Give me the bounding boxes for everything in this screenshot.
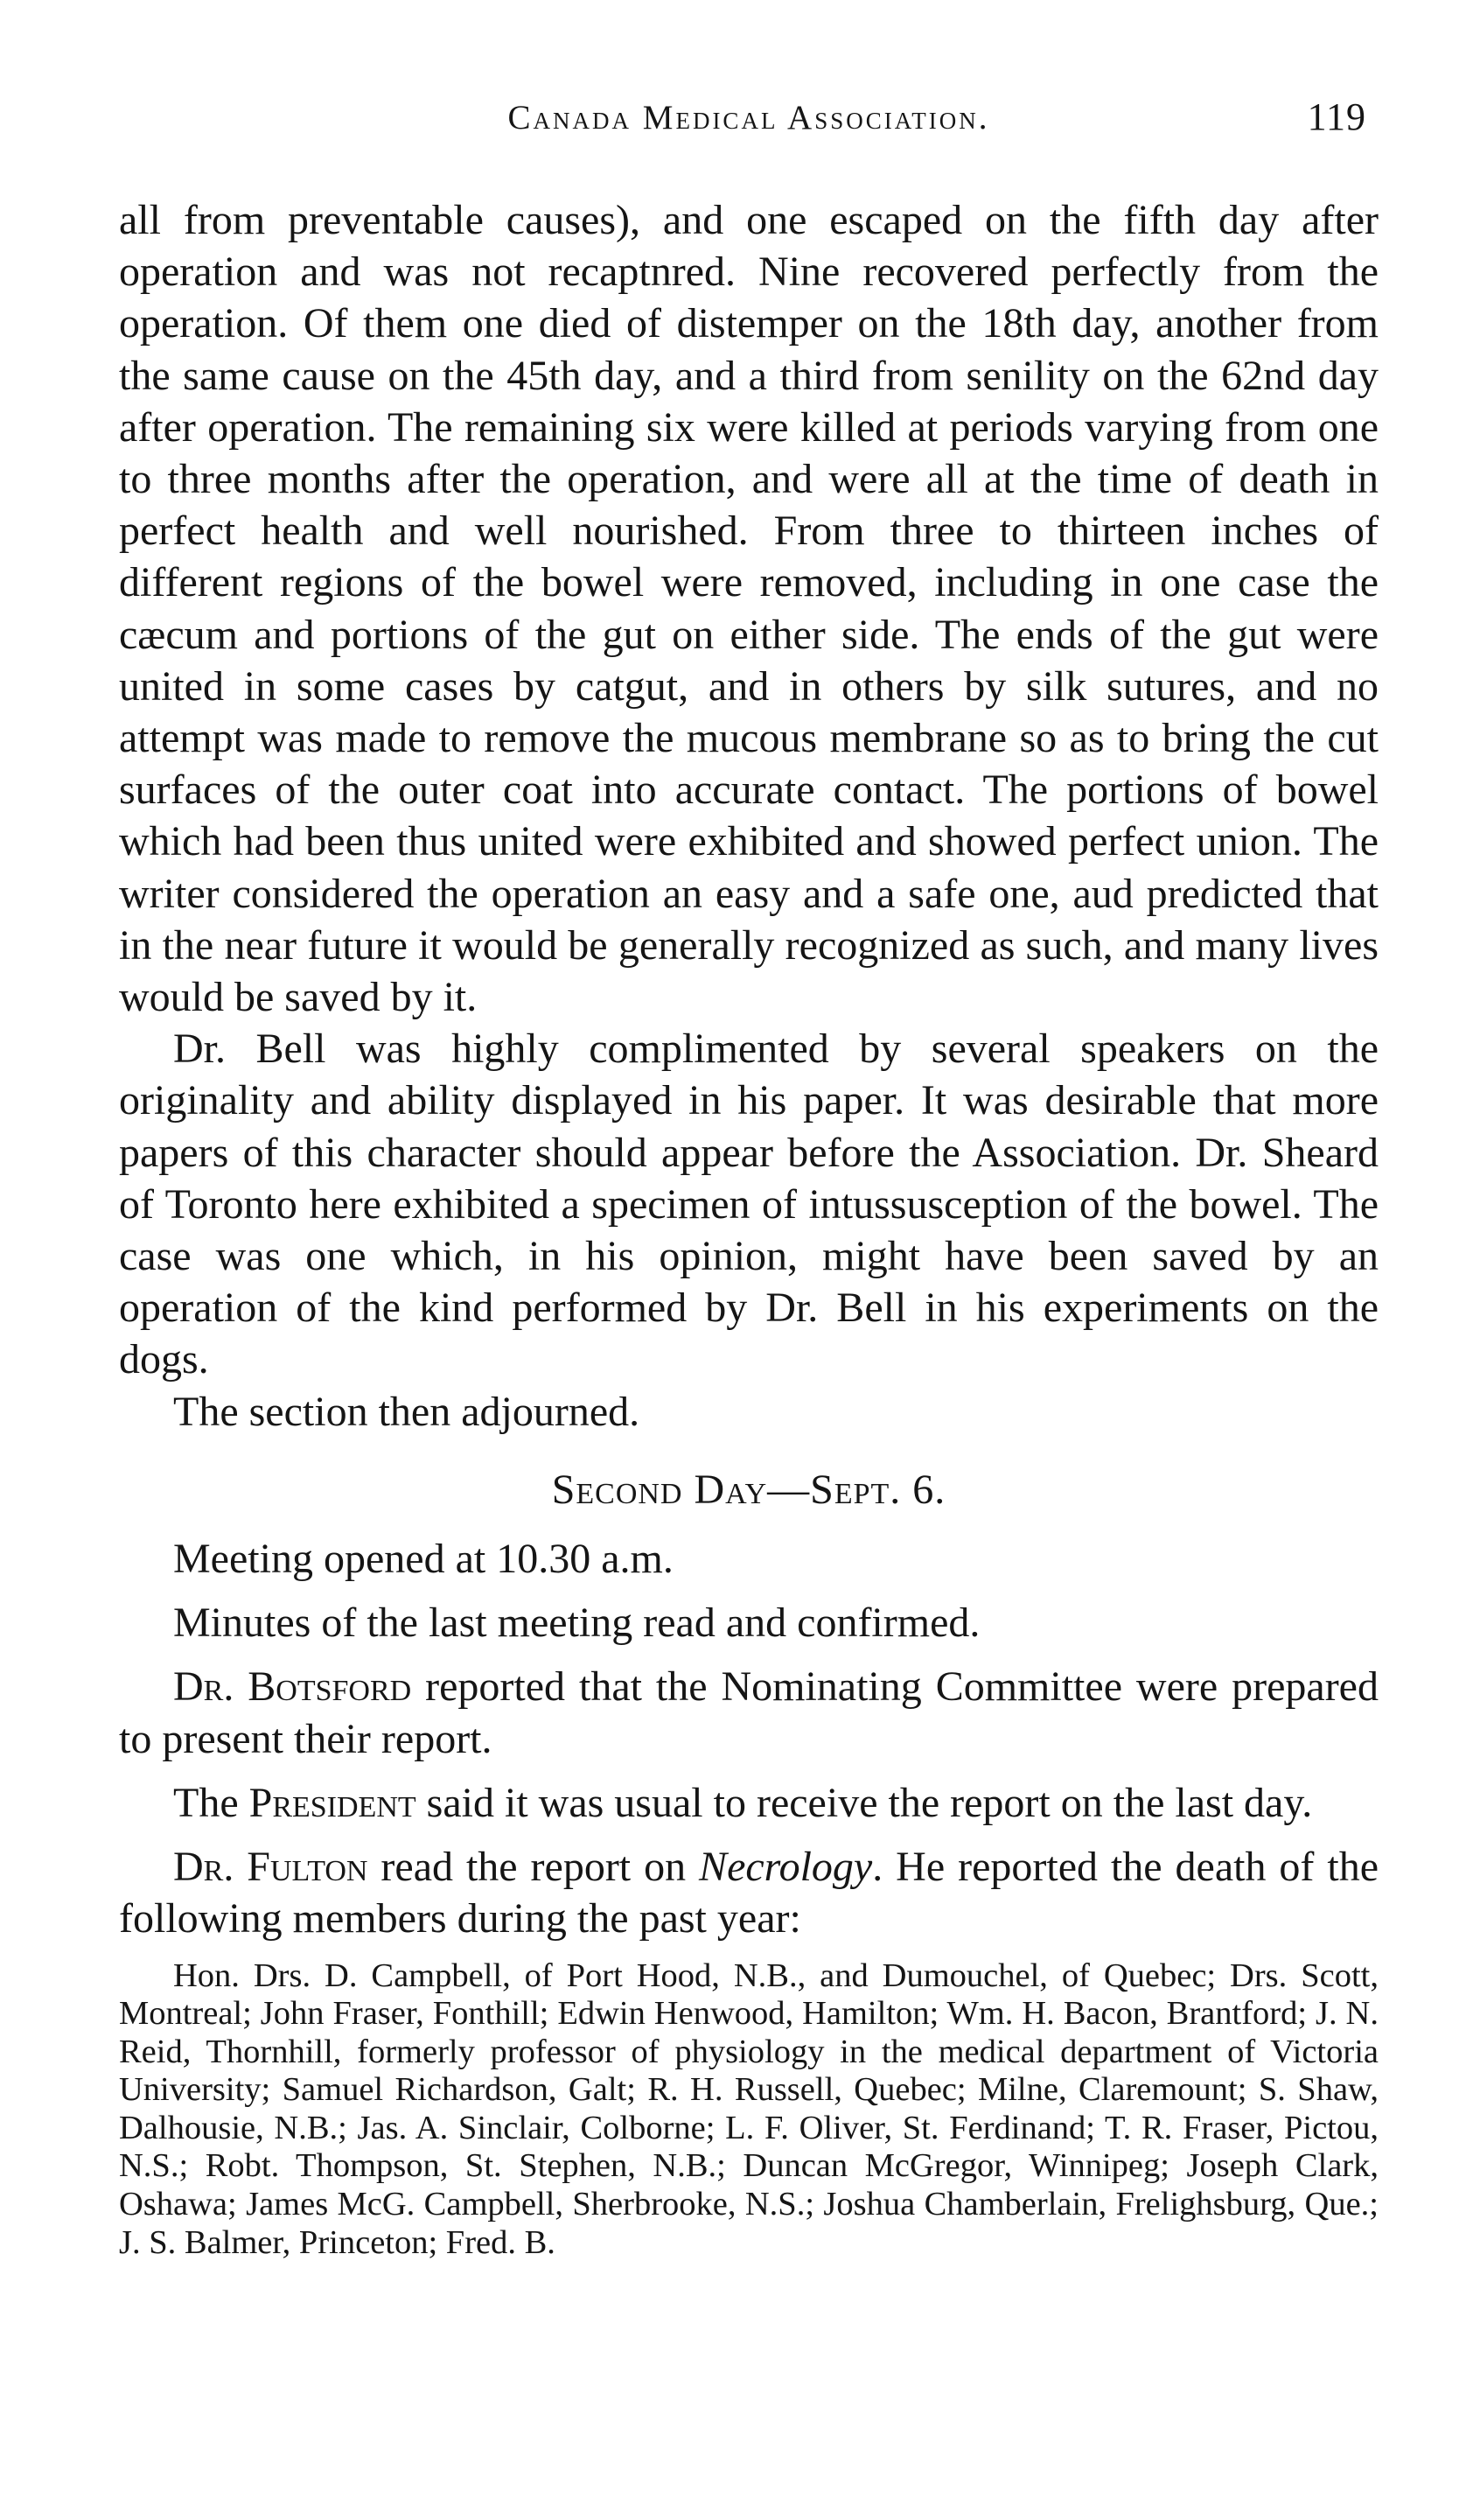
running-head [119,94,1379,147]
paragraph-necrology-text-a: read the report on [367,1844,700,1891]
paragraph-deceased-members: Hon. Drs. D. Campbell, of Port Hood, N.B., and Dumouchel, of Quebec; Drs. Scott, Montreal; John Fraser, Fonthill; Edwin Henwood, Hamilton; Wm. H. Bacon, Brantford; J. N. Reid, Thornhill, formerly professor of physiology in the medical department of Victoria University; Samuel Richardson, Galt; R. H. Russell, Quebec; Milne, Claremount; S. Shaw, Dalhousie, N.B.; Jas. A. Sinclair, Colborne; L. F. Oliver, St. Ferdinand; T. R. Fraser, Pictou, N.S.; Robt. Thompson, St. Stephen, N.B.; Duncan McGregor, Winnipeg; Joseph Clark, Oshawa; James McG. Campbell, Sherbrooke, N.S.; Joshua Chamberlain, Frelighsburg, Que.; J. S. Balmer, Princeton; Fred. B. [119,1956,1379,2261]
paragraph-nominating-text: reported that the Nominating Committee were prepared to present their report. [119,1663,1379,1762]
paragraph-president [119,1777,1379,1829]
paragraph-president-article: The [173,1779,249,1826]
paragraph-necrology-text-b: . He reported the death of the following members during the past year: [119,1844,1379,1942]
paragraph-experiment-results: all from preventable causes), and one escaped on the fifth day after operation and was not recaptnred. Nine recovered perfectly from the operation. Of them one died of distemper on the 18th day, another from the same cause on the 45th day, and a third from senility on the 62nd day after operation. The remaining six were killed at periods varying from one to three months after the operation, and were all at the time of death in perfect health and well nourished. From three to thirteen inches of different regions of the bowel were removed, including in one case the cæcum and portions of the gut on either side. The ends of the gut were united in some cases by catgut, and in others by silk sutures, and no attempt was made to remove the mucous membrane so as to bring the cut surfaces of the outer coat into accurate contact. The portions of bowel which had been thus united were exhibited and showed perfect union. The writer considered the operation an easy and a safe one, aud predicted that in the near future it would be generally recognized as such, and many lives would be saved by it. [119,197,1379,1021]
page-number: 119 [1307,95,1366,138]
necrology-title: Necrology [699,1844,873,1891]
paragraph-discussion: Dr. Bell was highly complimented by several speakers on the originality and ability displayed in his paper. It was desirable that more papers of this character should appear before the Association. Dr. Sheard of Toronto here exhibited a specimen of intussusception of the bowel. The case was one which, in his opinion, might have been saved by an operation of the kind performed by Dr. Bell in his experiments on the dogs. [119,1026,1379,1383]
running-title: Canada Medical Association. [507,99,990,136]
book-page [119,0,1379,2520]
speaker-name-president: President [248,1779,416,1826]
paragraph-president-text: said it was usual to receive the report on the last day. [415,1779,1313,1826]
paragraph-minutes: Minutes of the last meeting read and confirmed. [173,1600,981,1647]
paragraph-meeting-opened: Meeting opened at 10.30 a.m. [173,1536,674,1583]
section-heading-second-day: Second Day—Sept. 6. [551,1466,946,1513]
speaker-name-fulton: Dr. Fulton [173,1844,368,1891]
paragraph-nominating-committee [119,1661,1379,1764]
speaker-name-botsford: Dr. Botsford [173,1663,412,1711]
paragraph-adjournment: The section then adjourned. [173,1388,640,1435]
body-text [119,194,1379,2262]
paragraph-necrology [119,1841,1379,1944]
